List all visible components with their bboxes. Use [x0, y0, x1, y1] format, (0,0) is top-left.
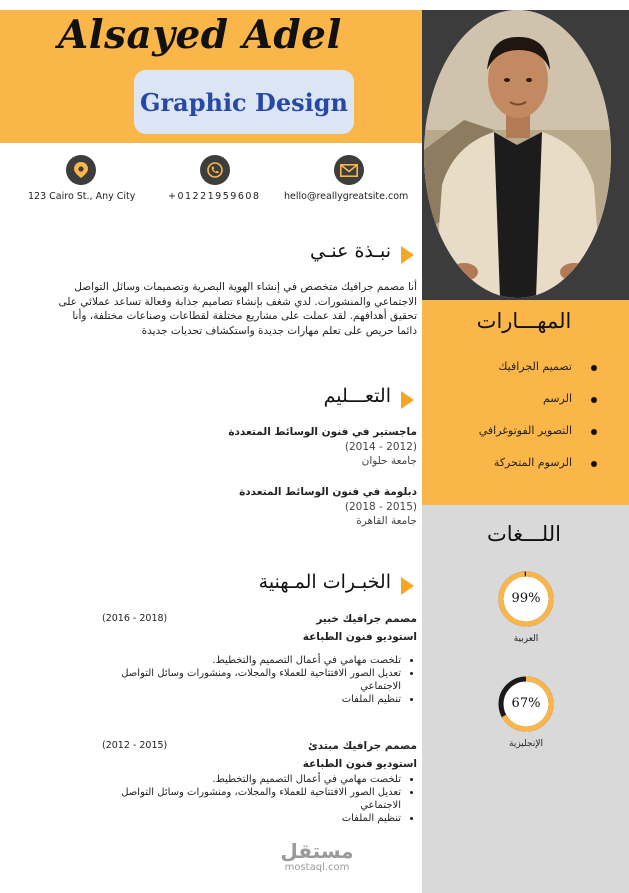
education-title: التعـــليم: [323, 385, 391, 407]
english-label: الإنجليزية: [509, 739, 543, 749]
portrait-illustration: [424, 10, 611, 298]
bullet-icon: [591, 429, 597, 435]
job-company: استوديو فنون الطباعة: [302, 757, 417, 770]
bullet-icon: [591, 365, 597, 371]
duty-item: • تنظيم الملفات: [87, 812, 401, 825]
duty-item: • تلخصت مهامي في أعمال التصميم والتخطيط.: [87, 654, 401, 667]
phone-text: +01221959608: [168, 191, 261, 202]
degree-title: دبلومة في فنون الوسائط المتعددة: [239, 486, 417, 498]
email-text[interactable]: hello@reallygreatsite.com: [284, 191, 409, 202]
duty-item: • تلخصت مهامي في أعمال التصميم والتخطيط.: [87, 773, 401, 786]
skill-item: التصوير الفوتوغرافي: [478, 424, 572, 437]
bullet-icon: [591, 397, 597, 403]
degree-title: ماجستير في فنون الوسائط المتعددة: [228, 426, 417, 438]
about-line: دائما حريص على تعلم مهارات جديدة واستكشاف تحديات جديدة: [141, 324, 417, 337]
degree-years: (2012 - 2014): [344, 440, 417, 453]
duty-item: • تعديل الصور الافتتاحية للعملاء والمجلات، ومنشورات وسائل التواصل الاجتماعي: [87, 786, 401, 812]
degree-school: جامعة القاهرة: [356, 515, 417, 527]
profile-photo: [424, 10, 611, 298]
location-icon: [66, 155, 96, 185]
education-item: [157, 425, 417, 469]
job-company: استوديو فنون الطباعة: [302, 630, 417, 643]
skill-item: الرسوم المتحركة: [493, 456, 572, 469]
experience-title: الخبـرات المـهنية: [258, 571, 391, 593]
email-icon: [334, 155, 364, 185]
section-marker-icon: [401, 246, 414, 264]
duty-item: • تنظيم الملفات: [87, 693, 401, 706]
about-line: تحقيق أهدافهم. لقد عملت على مشاريع مختلفة لقطاعات وصناعات مختلفة، وأنا: [72, 310, 417, 322]
arabic-percent: 99%: [511, 591, 541, 606]
about-title: نبـذة عنـي: [309, 240, 391, 262]
section-marker-icon: [401, 391, 414, 409]
role-title: Graphic Design: [140, 87, 348, 117]
arabic-label: العربية: [513, 634, 539, 644]
bullet-icon: [591, 461, 597, 467]
job-title: مصمم جرافيك مبتدئ: [308, 740, 417, 752]
skill-item: الرسم: [542, 392, 572, 405]
watermark: [272, 840, 362, 873]
languages-title: اللـــغات: [487, 522, 561, 546]
job-item: [117, 612, 417, 644]
phone-icon: [200, 155, 230, 185]
degree-school: جامعة حلوان: [361, 455, 417, 467]
education-item: [157, 485, 417, 529]
skills-title: المهـــارات: [476, 309, 572, 333]
skill-item: تصميم الجرافيك: [498, 360, 572, 373]
job-dates: (2012 - 2015): [102, 740, 168, 751]
degree-years: (2015 - 2018): [344, 500, 417, 513]
job-item: [117, 739, 417, 771]
about-line: أنا مصمم جرافيك متخصص في إنشاء الهوية البصرية وتصميمات وسائل التواصل: [74, 281, 417, 293]
job-title: مصمم جرافيك خبير: [316, 613, 417, 625]
role-badge: [134, 70, 354, 134]
job-dates: (2016 - 2018): [102, 613, 168, 624]
person-name: Alsayed Adel: [58, 12, 342, 58]
about-line: الاجتماعي والمنشورات. لدي شغف بإنشاء تصاميم جذابة وفعالة تساعد عملائي على: [58, 295, 417, 308]
watermark-url: mostaql.com: [284, 862, 350, 873]
job-duties: [87, 773, 417, 825]
watermark-brand: مستقل: [280, 839, 354, 863]
section-marker-icon: [401, 577, 414, 595]
english-percent: 67%: [511, 696, 541, 711]
about-text: [17, 280, 417, 338]
address-text: 123 Cairo St., Any City: [28, 191, 136, 202]
duty-item: • تعديل الصور الافتتاحية للعملاء والمجلات، ومنشورات وسائل التواصل الاجتماعي: [87, 667, 401, 693]
job-duties: [87, 654, 417, 706]
